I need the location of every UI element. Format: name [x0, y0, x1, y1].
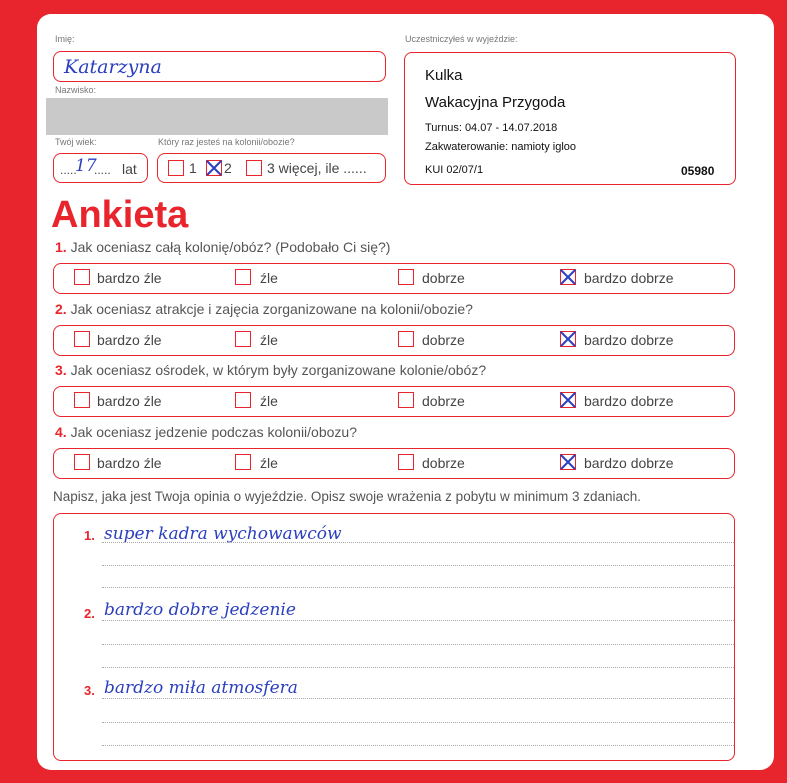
writing-line — [102, 565, 734, 566]
q3-option-bardzo-dobrze: bardzo dobrze — [584, 393, 674, 409]
age-field[interactable] — [53, 153, 148, 183]
writing-line — [102, 667, 734, 668]
visit-option-2: 2 — [224, 160, 232, 176]
trip-code: KUI 02/07/1 — [425, 164, 484, 176]
question-3: 3. Jak oceniasz ośrodek, w którym były zorganizowane kolonie/obóz? — [55, 362, 487, 378]
trip-number: 05980 — [681, 164, 715, 178]
q1-option-bardzo-dobrze: bardzo dobrze — [584, 270, 674, 286]
trip-name: Wakacyjna Przygoda — [425, 94, 566, 111]
survey-title: Ankieta — [51, 194, 189, 236]
q4-option-zle: źle — [260, 455, 278, 471]
q3-checkbox-bardzo-dobrze[interactable] — [560, 392, 576, 408]
question-1: 1. Jak oceniasz całą kolonię/obóz? (Podobało Ci się?) — [55, 239, 391, 255]
question-4-options — [53, 448, 735, 479]
q4-checkbox-dobrze[interactable] — [398, 454, 414, 470]
age-dots-right: ..... — [94, 163, 111, 177]
visit-checkbox-3[interactable] — [246, 160, 262, 176]
writing-line — [102, 542, 734, 543]
opinion-number-2: 2. — [84, 606, 95, 621]
opinion-box[interactable] — [53, 513, 735, 761]
q4-checkbox-bardzo-dobrze[interactable] — [560, 454, 576, 470]
q4-checkbox-bardzo-zle[interactable] — [74, 454, 90, 470]
q3-checkbox-bardzo-zle[interactable] — [74, 392, 90, 408]
survey-sheet — [37, 14, 774, 770]
visit-field — [157, 153, 386, 183]
question-2: 2. Jak oceniasz atrakcje i zajęcia zorganizowane na kolonii/obozie? — [55, 301, 473, 317]
trip-turnus: Turnus: 04.07 - 14.07.2018 — [425, 122, 558, 134]
q1-checkbox-bardzo-dobrze[interactable] — [560, 269, 576, 285]
surname-redacted — [46, 98, 388, 135]
q4-checkbox-zle[interactable] — [235, 454, 251, 470]
opinion-number-1: 1. — [84, 528, 95, 543]
writing-line — [102, 722, 734, 723]
visit-label: Który raz jesteś na kolonii/obozie? — [158, 137, 295, 147]
age-unit: lat — [122, 161, 137, 177]
question-2-options — [53, 325, 735, 356]
q3-option-bardzo-zle: bardzo źle — [97, 393, 162, 409]
q4-option-bardzo-zle: bardzo źle — [97, 455, 162, 471]
q2-checkbox-bardzo-zle[interactable] — [74, 331, 90, 347]
q2-option-bardzo-zle: bardzo źle — [97, 332, 162, 348]
q4-option-dobrze: dobrze — [422, 455, 465, 471]
age-dots-left: ..... — [60, 163, 77, 177]
q3-checkbox-dobrze[interactable] — [398, 392, 414, 408]
opinion-prompt: Napisz, jaka jest Twoja opinia o wyjeździe. Opisz swoje wrażenia z pobytu w minimum 3 zdaniach. — [53, 489, 642, 504]
age-value: 17 — [75, 156, 97, 176]
age-label: Twój wiek: — [55, 137, 97, 147]
q2-checkbox-zle[interactable] — [235, 331, 251, 347]
opinion-answer-1: super kadra wychowawców — [104, 524, 342, 544]
question-4: 4. Jak oceniasz jedzenie podczas kolonii/obozu? — [55, 424, 357, 440]
name-field[interactable] — [53, 51, 386, 82]
name-value: Katarzyna — [64, 56, 162, 78]
writing-line — [102, 587, 734, 588]
question-1-options — [53, 263, 735, 294]
question-3-options — [53, 386, 735, 417]
writing-line — [102, 698, 734, 699]
q3-option-zle: źle — [260, 393, 278, 409]
trip-organizer: Kulka — [425, 67, 463, 84]
writing-line — [102, 620, 734, 621]
q2-option-bardzo-dobrze: bardzo dobrze — [584, 332, 674, 348]
trip-info-box — [404, 52, 736, 185]
opinion-answer-2: bardzo dobre jedzenie — [104, 600, 296, 620]
q3-checkbox-zle[interactable] — [235, 392, 251, 408]
q1-option-zle: źle — [260, 270, 278, 286]
trip-accommodation: Zakwaterowanie: namioty igloo — [425, 141, 577, 153]
name-label: Imię: — [55, 34, 75, 44]
visit-option-1: 1 — [189, 160, 197, 176]
q2-checkbox-dobrze[interactable] — [398, 331, 414, 347]
q1-option-bardzo-zle: bardzo źle — [97, 270, 162, 286]
writing-line — [102, 644, 734, 645]
q1-option-dobrze: dobrze — [422, 270, 465, 286]
q3-option-dobrze: dobrze — [422, 393, 465, 409]
q2-option-dobrze: dobrze — [422, 332, 465, 348]
q2-checkbox-bardzo-dobrze[interactable] — [560, 331, 576, 347]
q1-checkbox-dobrze[interactable] — [398, 269, 414, 285]
writing-line — [102, 745, 734, 746]
q4-option-bardzo-dobrze: bardzo dobrze — [584, 455, 674, 471]
trip-label: Uczestniczyłeś w wyjeździe: — [405, 34, 518, 44]
visit-checkbox-1[interactable] — [168, 160, 184, 176]
visit-option-3: 3 więcej, ile ...... — [267, 160, 367, 176]
opinion-number-3: 3. — [84, 683, 95, 698]
q1-checkbox-bardzo-zle[interactable] — [74, 269, 90, 285]
q2-option-zle: źle — [260, 332, 278, 348]
opinion-answer-3: bardzo miła atmosfera — [104, 678, 298, 698]
q1-checkbox-zle[interactable] — [235, 269, 251, 285]
visit-checkbox-2[interactable] — [206, 160, 222, 176]
surname-label: Nazwisko: — [55, 85, 97, 95]
